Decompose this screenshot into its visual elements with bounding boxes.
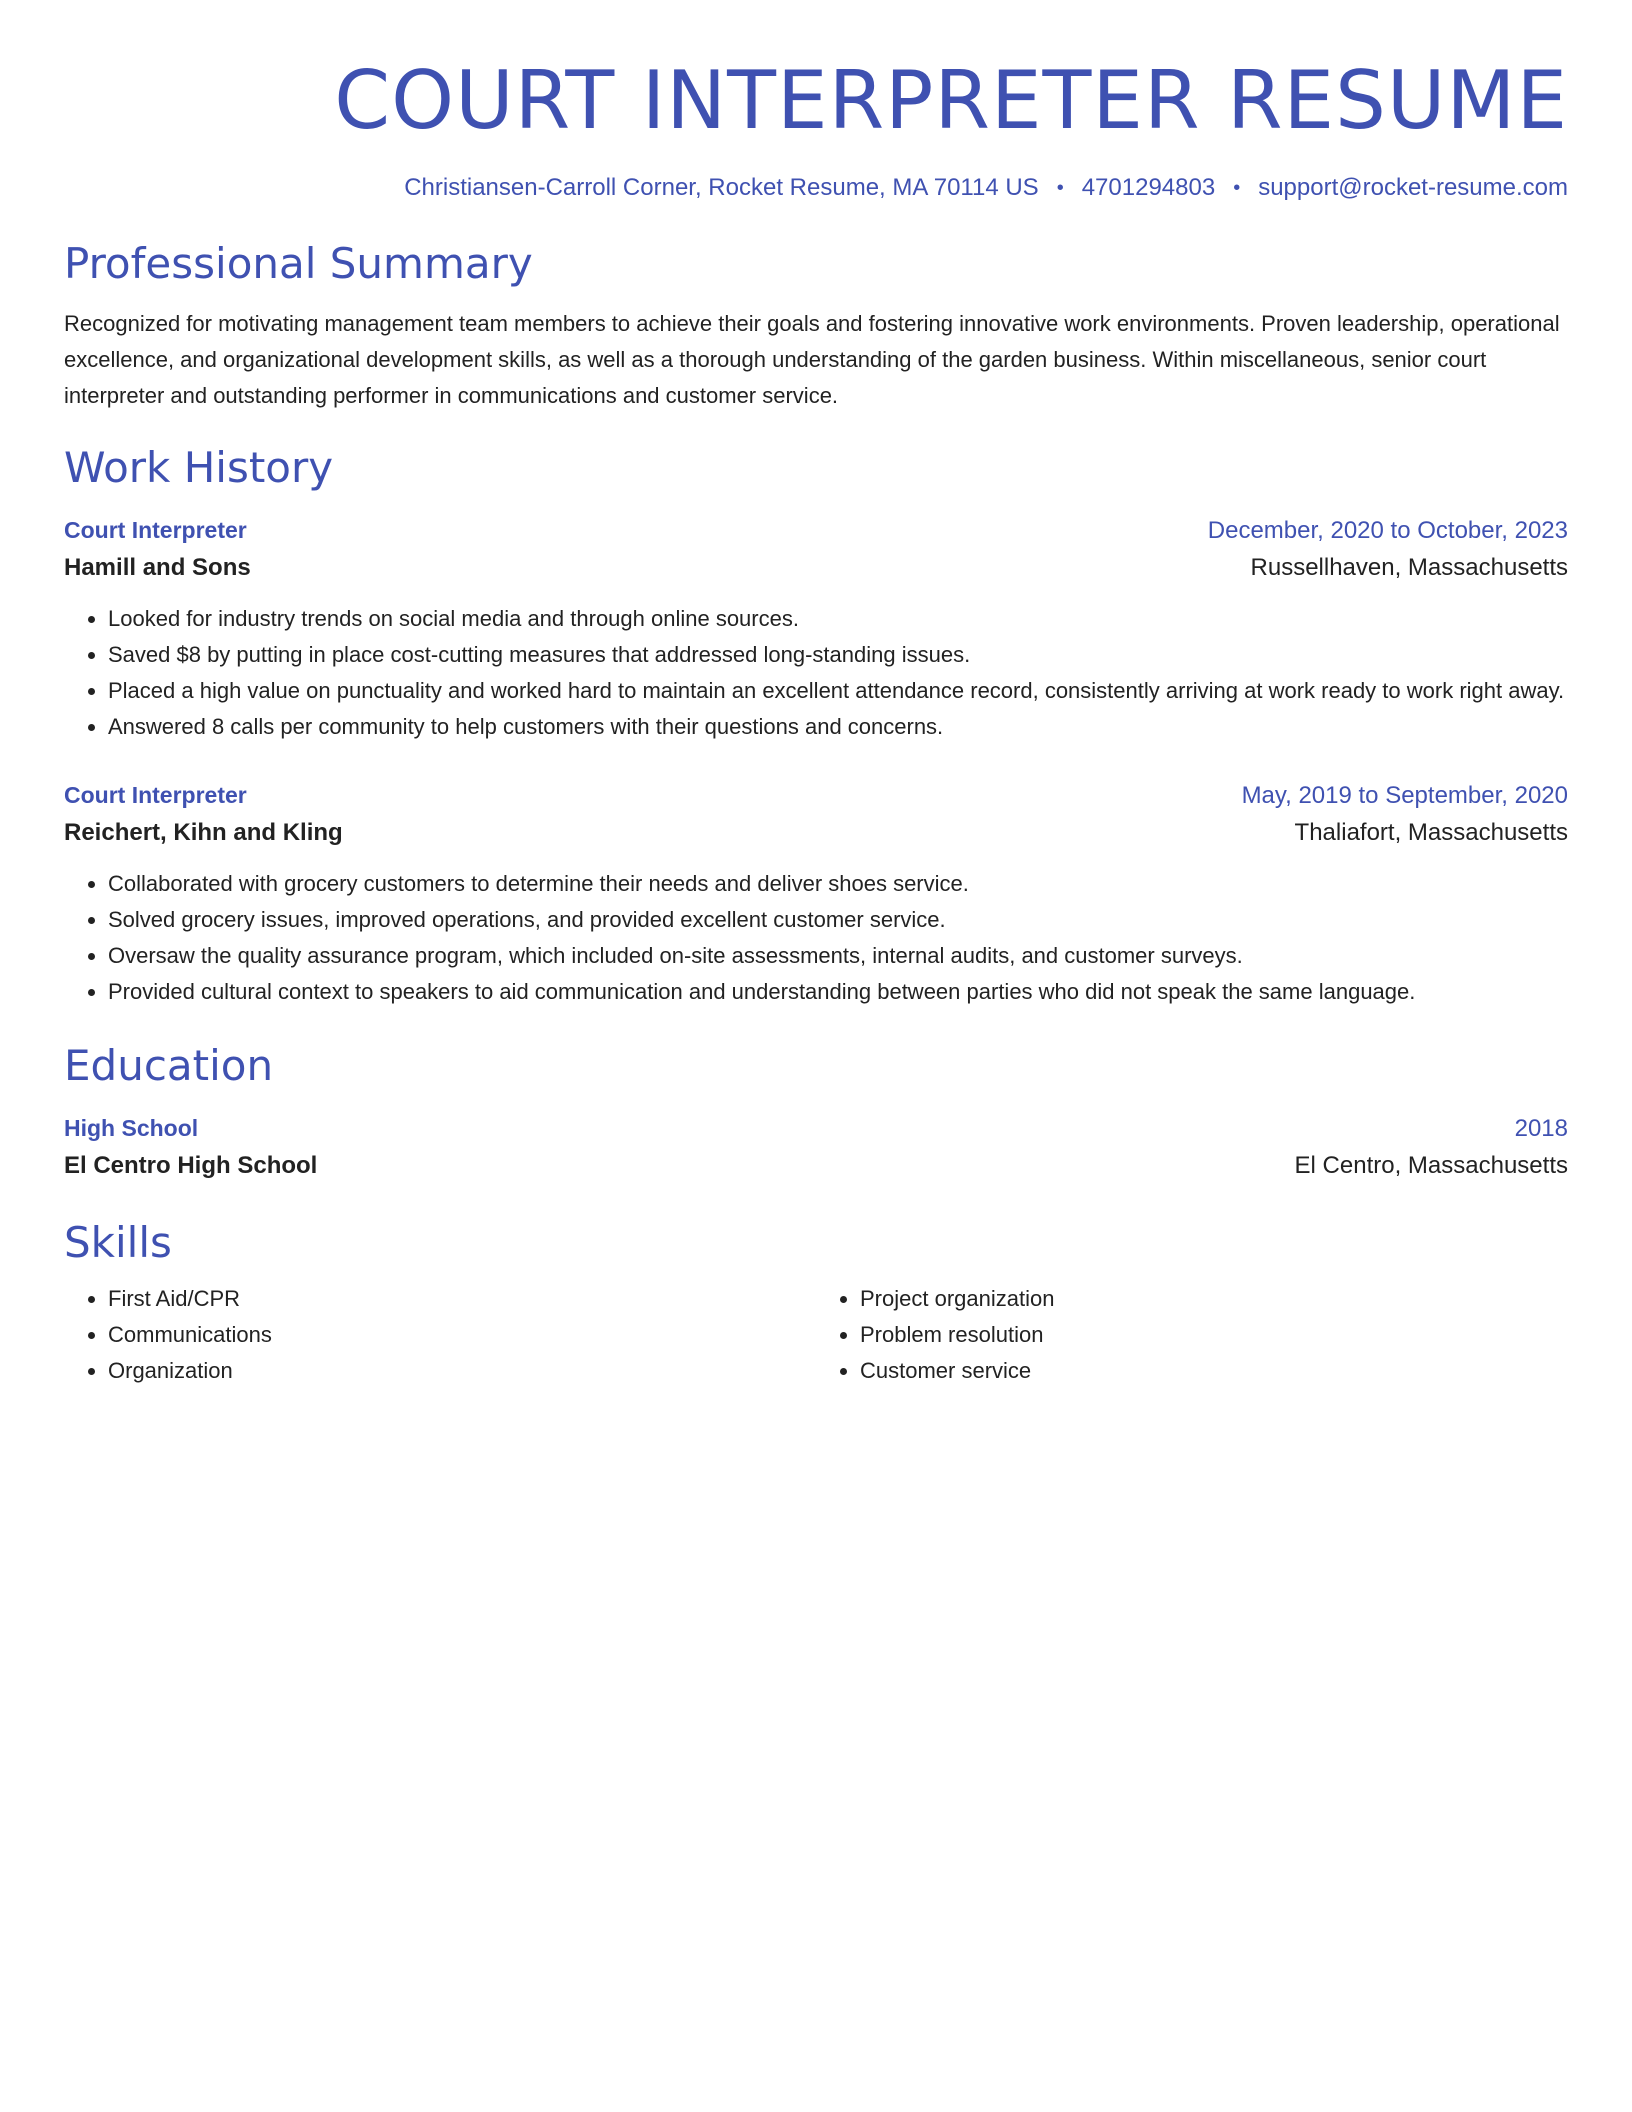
skill-item: • Organization: [108, 1353, 816, 1389]
job-location: Russellhaven, Massachusetts: [1250, 554, 1568, 581]
professional-summary-section: [64, 238, 1568, 414]
resume-header: [64, 0, 1568, 204]
job-entry: [64, 512, 1568, 745]
contact-phone[interactable]: 4701294803: [1081, 174, 1216, 201]
job-bullet: • Placed a high value on punctuality and worked hard to maintain an excellent attendance record, consistently arriving at work ready to work right away.: [108, 673, 1568, 709]
job-bullet: • Solved grocery issues, improved operations, and provided excellent customer service.: [108, 902, 1568, 938]
job-company-row: [64, 814, 1568, 852]
job-title-row: [64, 777, 1568, 814]
job-company: Hamill and Sons: [64, 554, 251, 581]
summary-text: Recognized for motivating management team members to achieve their goals and fostering innovative work environments. Proven leadership, operational excellence, and organizational development skills, as well as a thorough understanding of the garden business. Within miscellaneous, senior court interpreter and outstanding performer in communications and customer service.: [64, 311, 1560, 408]
education-location: El Centro, Massachusetts: [1294, 1152, 1568, 1179]
job-bullets: [64, 866, 1568, 1010]
education-section: [64, 1040, 1568, 1185]
skill-item: • Problem resolution: [860, 1317, 1568, 1353]
skills-grid: [64, 1281, 1568, 1389]
education-school: El Centro High School: [64, 1152, 318, 1179]
section-heading-education: Education: [64, 1041, 274, 1090]
job-company: Reichert, Kihn and Kling: [64, 819, 343, 846]
education-degree-row: [64, 1110, 1568, 1147]
contact-address: Christiansen-Carroll Corner, Rocket Resume, MA 70114 US: [404, 174, 1039, 201]
job-bullet: • Saved $8 by putting in place cost-cutting measures that addressed long-standing issues.: [108, 637, 1568, 673]
resume-title: COURT INTERPRETER RESUME: [334, 54, 1568, 147]
contact-email[interactable]: support@rocket-resume.com: [1258, 174, 1568, 201]
skills-column-right: [816, 1281, 1568, 1389]
education-school-row: [64, 1147, 1568, 1185]
job-title: Court Interpreter: [64, 782, 247, 808]
job-bullet: • Answered 8 calls per community to help customers with their questions and concerns.: [108, 709, 1568, 745]
skills-section: [64, 1217, 1568, 1389]
job-entry: [64, 777, 1568, 1010]
contact-separator: •: [1233, 177, 1241, 199]
skill-item: • First Aid/CPR: [108, 1281, 816, 1317]
job-title-row: [64, 512, 1568, 549]
education-entry: [64, 1110, 1568, 1185]
skill-item: • Customer service: [860, 1353, 1568, 1389]
job-bullets: [64, 601, 1568, 745]
section-heading-summary: Professional Summary: [64, 239, 533, 288]
job-bullet: • Oversaw the quality assurance program, which included on-site assessments, internal audits, and customer surveys.: [108, 938, 1568, 974]
work-history-section: [64, 442, 1568, 1010]
skill-item: • Project organization: [860, 1281, 1568, 1317]
skill-item: • Communications: [108, 1317, 816, 1353]
job-dates: December, 2020 to October, 2023: [1207, 517, 1568, 544]
education-year: 2018: [1514, 1115, 1568, 1142]
section-heading-skills: Skills: [64, 1218, 172, 1267]
skills-column-left: [64, 1281, 816, 1389]
contact-separator: •: [1056, 177, 1064, 199]
job-location: Thaliafort, Massachusetts: [1294, 819, 1568, 846]
job-company-row: [64, 549, 1568, 587]
job-bullet: • Looked for industry trends on social media and through online sources.: [108, 601, 1568, 637]
education-degree: High School: [64, 1115, 199, 1141]
contact-line: [64, 172, 1568, 204]
job-bullet: • Provided cultural context to speakers to aid communication and understanding between parties who did not speak the same language.: [108, 974, 1568, 1010]
job-title: Court Interpreter: [64, 517, 247, 543]
job-dates: May, 2019 to September, 2020: [1241, 782, 1568, 809]
section-heading-work: Work History: [64, 443, 334, 492]
job-bullet: • Collaborated with grocery customers to determine their needs and deliver shoes service.: [108, 866, 1568, 902]
